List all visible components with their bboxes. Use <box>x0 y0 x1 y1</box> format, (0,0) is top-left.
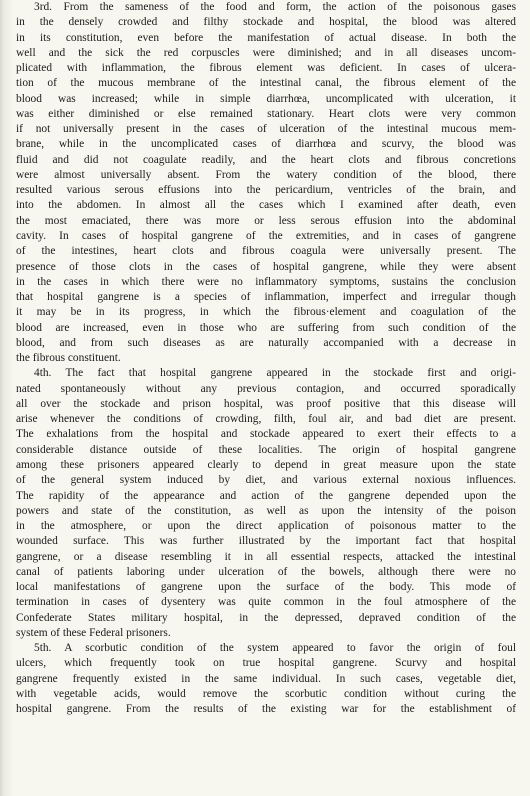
text-line: fluid and did not coagulate readily, and the heart clots and fibrous concretions <box>16 153 516 166</box>
text-line: the most emaciated, there was more or less serous effusion into the abdominal <box>16 214 516 227</box>
text-line: the fibrous constituent. <box>16 352 121 365</box>
text-line: The exhalations from the hospital and stockade appeared to exert their effects to a <box>16 428 516 441</box>
text-line: gangrene, or a disease resembling it in all essential respects, attacked the intestinal <box>16 550 516 563</box>
text-line: it may be in its progress, in which the fibrous·element and coagulation of the <box>16 306 516 319</box>
text-line: in the atmosphere, or upon the direct application of poisonous matter to the <box>16 520 516 533</box>
text-line: with vegetable acids, would remove the scorbutic condition without curing the <box>16 687 516 700</box>
text-line: system of these Federal prisoners. <box>16 626 171 639</box>
text-line: 5th. A scorbutic condition of the system appeared to favor the origin of foul <box>34 642 516 655</box>
text-line: Confederate States military hospital, in the depressed, depraved condition of the <box>16 611 516 624</box>
text-line: were almost universally absent. From the watery condition of the blood, there <box>16 168 516 181</box>
text-line: The rapidity of the appearance and action of the gangrene depended upon the <box>16 489 516 502</box>
text-line: blood, and from such diseases as are naturally accompanied with a decrease in <box>16 336 516 349</box>
text-line: plicated with inflammation, the fibrous element was deficient. In cases of ulcera- <box>16 62 516 75</box>
text-line: tion of the mucous membrane of the intestinal canal, the fibrous element of the <box>16 77 516 90</box>
text-line: among these prisoners appeared clearly to depend in great measure upon the state <box>16 458 516 471</box>
text-line: considerable distance outside of these localities. The origin of hospital gangrene <box>16 443 516 456</box>
text-line: into the abdomen. In almost all the cases which I examined after death, even <box>16 199 516 212</box>
text-line: 4th. The fact that hospital gangrene appeared in the stockade first and origi- <box>34 367 516 380</box>
text-line: of the intestines, heart clots and fibrous coagula were universally present. The <box>16 245 516 258</box>
text-line: local manifestations of gangrene upon the surface of the body. This mode of <box>16 581 516 594</box>
text-line: blood was increased; while in simple diarrhœa, uncomplicated with ulceration, it <box>16 92 516 105</box>
paragraph-p3 <box>16 0 516 366</box>
text-line: termination in cases of dysentery was quite common in the foul atmosphere of the <box>16 596 516 609</box>
text-line: wounded surface. This was further illustrated by the important fact that hospital <box>16 535 516 548</box>
text-line: 3rd. From the sameness of the food and form, the action of the poisonous gases <box>34 1 516 13</box>
text-line: canal of patients laboring under ulceration of the bowels, although there were no <box>16 565 516 578</box>
text-line: in the densely crowded and filthy stockade and hospital, the blood was altered <box>16 16 516 29</box>
text-line: that hospital gangrene is a species of inflammation, imperfect and irregular though <box>16 291 516 304</box>
text-line: all over the stockade and prison hospital, was proof positive that this disease will <box>16 397 516 410</box>
text-line: resulted various serous effusions into the pericardium, ventricles of the brain, and <box>16 184 516 197</box>
text-line: gangrene frequently existed in the same individual. In such cases, vegetable diet, <box>16 672 516 685</box>
text-line: ulcers, which frequently took on true hospital gangrene. Scurvy and hospital <box>16 657 516 670</box>
text-line: nated spontaneously without any previous contagion, and occurred sporadically <box>16 382 516 395</box>
text-line: presence of those clots in the cases of hospital gangrene, while they were absent <box>16 260 516 273</box>
text-line: well and the sick the red corpuscles were diminished; and in all diseases uncom- <box>16 46 516 59</box>
text-line: of the general system induced by diet, and various external noxious influences. <box>16 474 516 487</box>
text-line: in the cases in which there were no inflammatory symptoms, sustains the conclusion <box>16 275 516 288</box>
text-line: hospital gangrene. From the results of the existing war for the establishment of <box>16 703 516 716</box>
paragraph-p4 <box>16 366 516 641</box>
text-line: powers and state of the constitution, as well as upon the intensity of the poison <box>16 504 516 517</box>
text-line: in its constitution, even before the manifestation of actual disease. In both the <box>16 31 516 44</box>
text-line: cavity. In cases of hospital gangrene of the extremities, and in cases of gangrene <box>16 229 516 242</box>
text-line: brane, while in the uncomplicated cases of diarrhœa and scurvy, the blood was <box>16 138 516 151</box>
text-line: blood are increased, even in those who are suffering from such condition of the <box>16 321 516 334</box>
text-line: if not universally present in the cases of ulceration of the intestinal mucous mem- <box>16 123 516 136</box>
text-line: arise whenever the conditions of crowding, filth, foul air, and bad diet are present. <box>16 413 516 426</box>
document-body <box>16 0 516 717</box>
paragraph-p5 <box>16 641 516 717</box>
text-line: was either diminished or else remained stationary. Heart clots were very common <box>16 107 516 120</box>
